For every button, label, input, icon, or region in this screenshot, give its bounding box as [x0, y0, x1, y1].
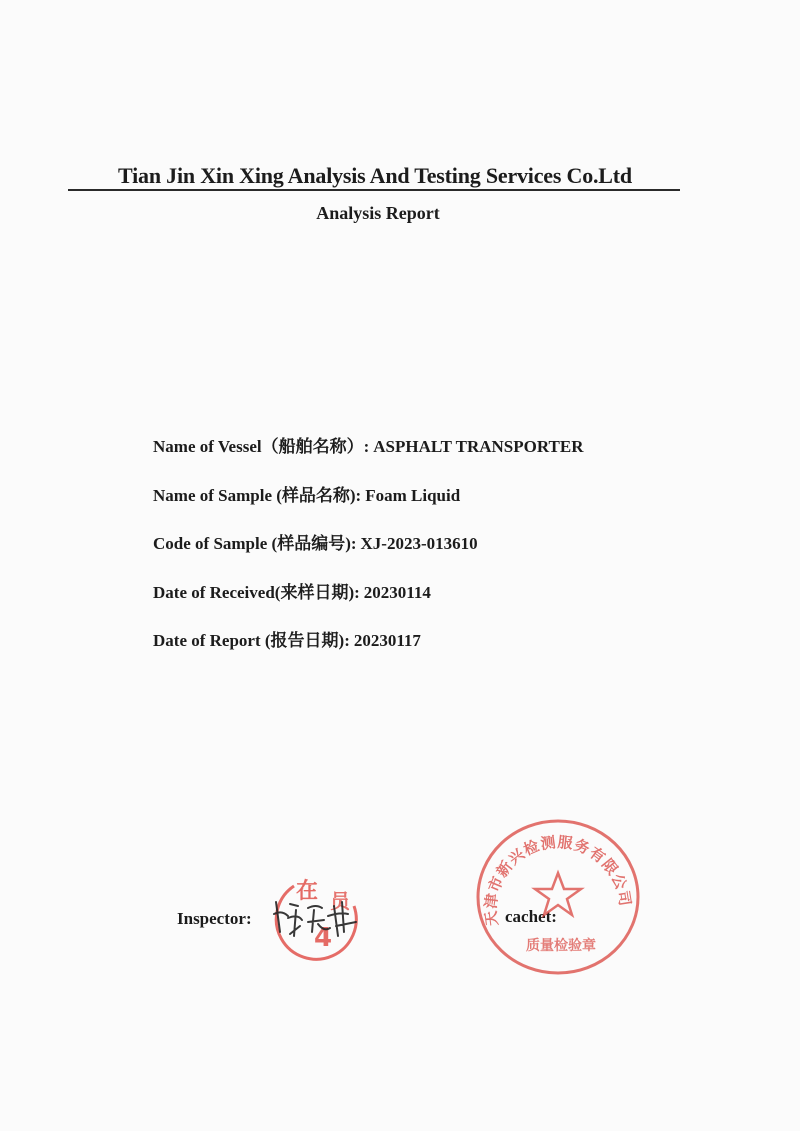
- field-date-received: [153, 578, 584, 627]
- svg-text:4: 4: [314, 923, 333, 953]
- field-vessel-name: [153, 432, 584, 481]
- inspector-label: Inspector:: [177, 909, 252, 928]
- field-value: Foam Liquid: [365, 485, 461, 505]
- field-value: ASPHALT TRANSPORTER: [373, 437, 584, 456]
- field-value: 20230117: [353, 631, 421, 650]
- svg-text:天津市新兴检测服务有限公司: 天津市新兴检测服务有限公司: [481, 832, 635, 927]
- sample-fields: [153, 432, 584, 675]
- svg-text:质量检验章: 质量检验章: [526, 938, 596, 954]
- svg-text:员: 员: [330, 889, 350, 913]
- inspector-signature-icon: [268, 892, 368, 942]
- field-sample-code: [153, 529, 584, 578]
- field-label: Name of Sample (样品名称):: [153, 485, 362, 505]
- field-label: Date of Report (报告日期):: [153, 631, 350, 650]
- field-value: 20230114: [363, 582, 431, 602]
- company-seal-icon: [470, 815, 645, 980]
- field-label: Name of Vessel（船舶名称）:: [153, 437, 370, 456]
- field-sample-name: [153, 481, 584, 530]
- field-date-report: [153, 626, 584, 675]
- report-title: Analysis Report: [316, 203, 440, 223]
- field-value: XJ-2023-013610: [360, 534, 478, 553]
- company-name: Tian Jin Xin Xing Analysis And Testing Services Co.Ltd: [118, 163, 632, 188]
- field-label: Code of Sample (样品编号):: [153, 534, 357, 553]
- header-rule: [68, 189, 680, 191]
- field-label: Date of Received(来样日期):: [153, 582, 360, 602]
- cachet-label: cachet:: [505, 907, 557, 926]
- svg-text:在: 在: [296, 879, 319, 904]
